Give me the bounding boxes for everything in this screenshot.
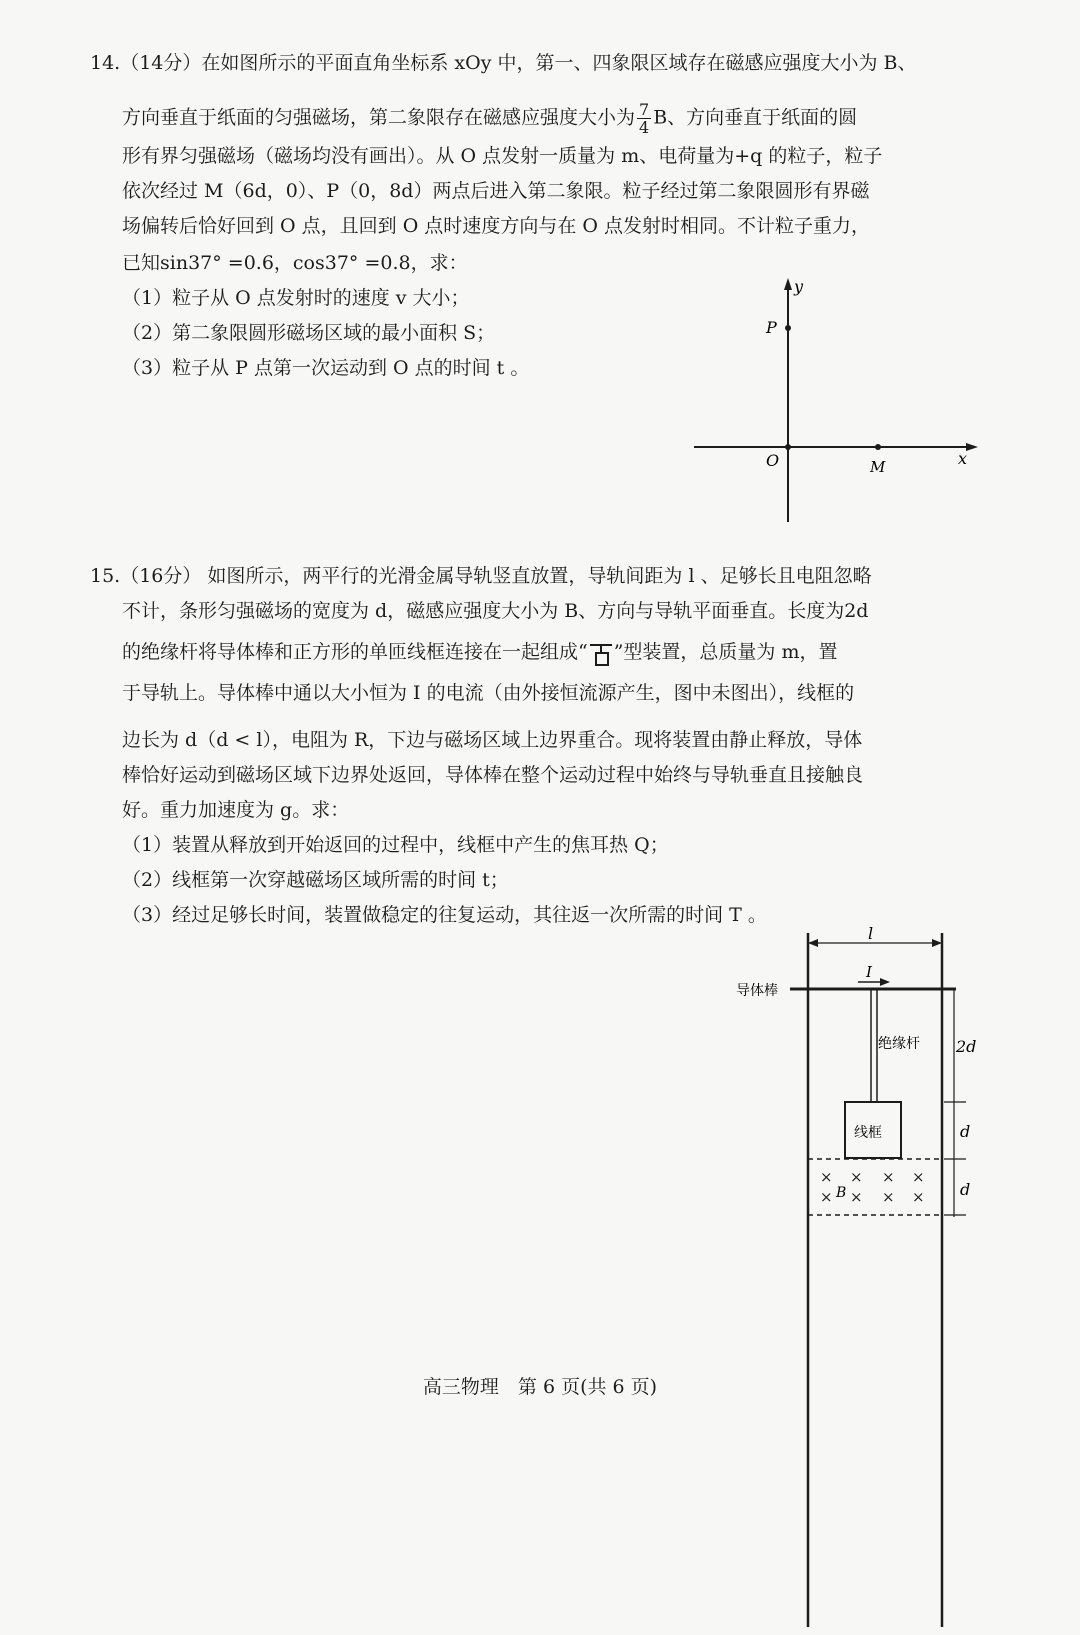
field-cross: × <box>882 1168 895 1186</box>
o-label: O <box>766 451 780 470</box>
field-cross: × <box>912 1168 925 1186</box>
q14-sub-1: （1）粒子从 O 点发射时的速度 v 大小； <box>122 287 470 309</box>
dim-d2-label: d <box>960 1180 971 1199</box>
tee-device-icon <box>590 640 612 666</box>
point-p <box>785 325 791 331</box>
q15-sub-1: （1）装置从释放到开始返回的过程中，线框中产生的焦耳热 Q； <box>122 834 669 856</box>
point-o <box>785 444 791 450</box>
current-label: I <box>866 963 872 981</box>
insulator-label: 绝缘杆 <box>878 1036 920 1052</box>
x-axis-arrow <box>966 443 978 451</box>
dim-2d-label: 2d <box>956 1037 977 1056</box>
q15-line-5: 边长为 d（d < l），电阻为 R，下边与磁场区域上边界重合。现将装置由静止释放，导体 <box>122 729 863 751</box>
point-m <box>875 444 881 450</box>
q15-line-3b: ”型装置，总质量为 m，置 <box>613 641 838 663</box>
frame-label: 线框 <box>854 1125 882 1141</box>
q14-line-2b: B、方向垂直于纸面的圆 <box>653 106 858 129</box>
field-cross: × <box>820 1168 833 1186</box>
q14-line-1: 14.（14分）在如图所示的平面直角坐标系 xOy 中，第一、四象限区域存在磁感应强度大小为 B、 <box>90 52 917 74</box>
rod-label: 导体棒 <box>736 983 778 999</box>
field-cross: × <box>820 1188 833 1206</box>
q15-figure-rails <box>730 925 990 1635</box>
q15-line-2: 不计，条形匀强磁场的宽度为 d，磁感应强度大小为 B、方向与导轨平面垂直。长度为2d <box>122 600 869 622</box>
field-cross: × <box>912 1188 925 1206</box>
y-axis-label: y <box>794 277 804 296</box>
q15-line-4: 于导轨上。导体棒中通以大小恒为 I 的电流（由外接恒流源产生，图中未图出），线框的 <box>122 682 855 704</box>
field-cross: × <box>882 1188 895 1206</box>
field-cross: × <box>850 1188 863 1206</box>
q15-line-3 <box>122 639 838 666</box>
q15-sub-3: （3）经过足够长时间，装置做稳定的往复运动，其往返一次所需的时间 T 。 <box>122 904 767 926</box>
q14-line-2 <box>122 101 857 136</box>
q15-line-6: 棒恰好运动到磁场区域下边界处返回，导体棒在整个运动过程中始终与导轨垂直且接触良 <box>122 764 864 786</box>
q14-line-4: 依次经过 M（6d，0）、P（0，8d）两点后进入第二象限。粒子经过第二象限圆形有界磁 <box>122 180 870 202</box>
fraction-denominator: 4 <box>639 118 650 137</box>
q14-line-2a: 方向垂直于纸面的匀强磁场，第二象限存在磁感应强度大小为 <box>122 106 636 129</box>
q14-sub-3: （3）粒子从 P 点第一次运动到 O 点的时间 t 。 <box>122 357 530 379</box>
q14-line-3: 形有界匀强磁场（磁场均没有画出）。从 O 点发射一质量为 m、电荷量为+q 的粒子，粒子 <box>122 145 883 167</box>
q14-sub-2: （2）第二象限圆形磁场区域的最小面积 S； <box>122 322 496 344</box>
y-axis-arrow <box>784 278 792 290</box>
q15-line-3a: 的绝缘杆将导体棒和正方形的单匝线框连接在一起组成“ <box>122 641 588 663</box>
q14-line-6: 已知sin37° =0.6，cos37° =0.8，求： <box>122 252 468 274</box>
fraction-7-4 <box>637 101 651 136</box>
field-cross: × <box>850 1168 863 1186</box>
fraction-numerator: 7 <box>639 100 650 119</box>
field-b-label: B <box>836 1185 847 1201</box>
q14-figure-axes <box>680 270 990 530</box>
page-footer: 高三物理 第 6 页(共 6 页) <box>422 1376 658 1398</box>
x-axis-label: x <box>958 449 968 468</box>
q15-line-7: 好。重力加速度为 g。求： <box>122 799 350 821</box>
q15-line-1: 15.（16分） 如图所示，两平行的光滑金属导轨竖直放置，导轨间距为 l 、足够长且电阻忽略 <box>90 565 872 587</box>
dim-l-label: l <box>868 925 874 943</box>
p-label: P <box>766 318 777 337</box>
m-label: M <box>870 458 886 476</box>
q15-sub-2: （2）线框第一次穿越磁场区域所需的时间 t； <box>122 869 509 891</box>
q14-line-5: 场偏转后恰好回到 O 点，且回到 O 点时速度方向与在 O 点发射时相同。不计粒子重力， <box>122 215 870 237</box>
dim-d1-label: d <box>960 1122 971 1141</box>
